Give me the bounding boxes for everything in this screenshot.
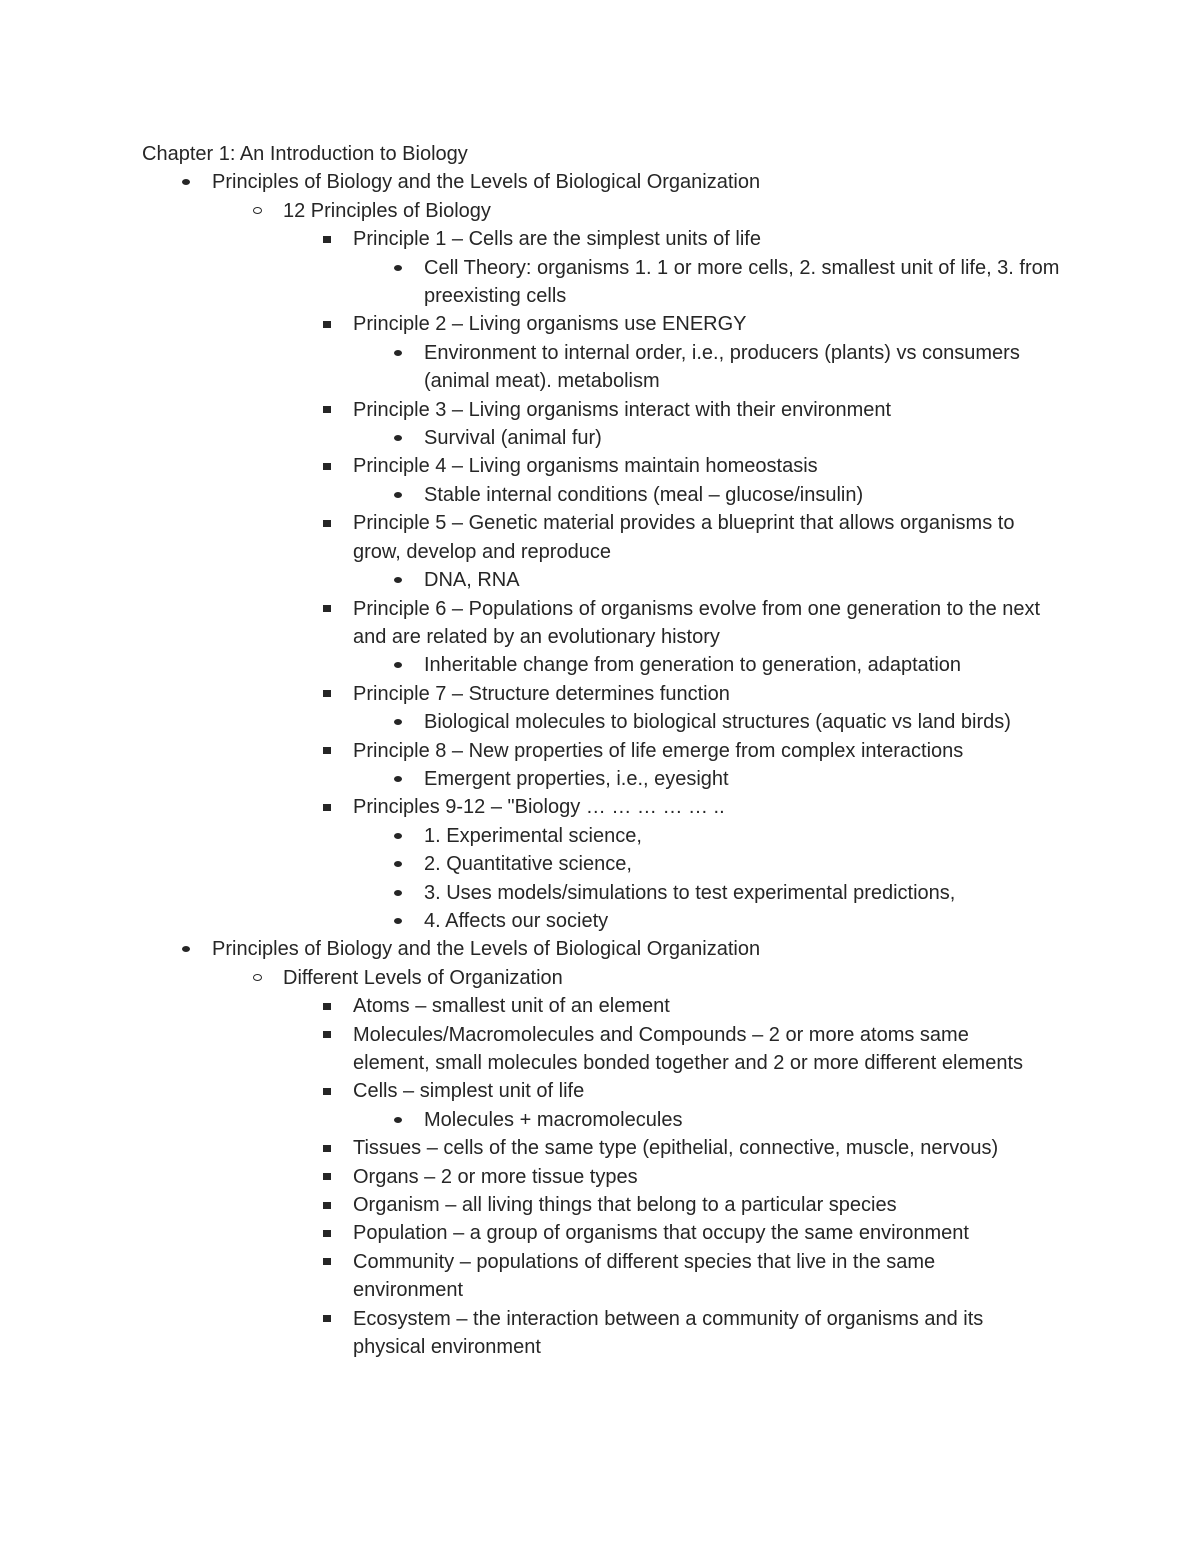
- outline-item: [353, 452, 1142, 509]
- square-bullet-icon: [317, 737, 337, 765]
- note-item: [424, 850, 1142, 878]
- disc-bullet-icon: [388, 765, 408, 793]
- note-text: Inheritable change from generation to generation, adaptation: [424, 654, 962, 677]
- square-bullet-icon: [317, 1305, 337, 1333]
- note-item: [424, 651, 1142, 679]
- square-bullet-icon: [317, 992, 337, 1020]
- subsection-list: [212, 964, 1142, 1362]
- note-text: Molecules + macromolecules: [424, 1108, 683, 1131]
- outline-item: [353, 595, 1142, 680]
- note-item: [424, 424, 1142, 452]
- outline-item: [353, 310, 1142, 395]
- note-list: [353, 651, 1142, 679]
- disc-bullet-icon: [388, 339, 408, 367]
- disc-bullet-icon: [176, 935, 196, 963]
- outline-list: [142, 168, 1142, 1361]
- item-text: Principle 1 – Cells are the simplest units of life: [353, 228, 761, 251]
- note-item: [424, 907, 1142, 935]
- note-text: 2. Quantitative science,: [424, 853, 632, 876]
- item-text: Organism – all living things that belong to a particular species: [353, 1194, 897, 1217]
- item-text: Molecules/Macromolecules and Compounds – 2 or more atoms same element, small molecules bonded together and 2 or more different elements: [353, 1023, 1024, 1074]
- outline-item: [353, 1021, 1142, 1078]
- outline-item: [353, 396, 1142, 453]
- item-list: [283, 992, 1142, 1361]
- outline-item: [353, 1248, 1142, 1305]
- section-label: Principles of Biology and the Levels of Biological Organization: [212, 938, 761, 961]
- outline-item: [353, 1219, 1142, 1247]
- disc-bullet-icon: [388, 566, 408, 594]
- subsection-list: [212, 197, 1142, 936]
- section-item: [212, 935, 1142, 1361]
- square-bullet-icon: [317, 310, 337, 338]
- item-text: Tissues – cells of the same type (epithelial, connective, muscle, nervous): [353, 1137, 999, 1160]
- note-text: Environment to internal order, i.e., producers (plants) vs consumers (animal meat). metabolism: [424, 341, 1020, 393]
- square-bullet-icon: [317, 1021, 337, 1049]
- note-text: 3. Uses models/simulations to test experimental predictions,: [424, 881, 956, 904]
- section-item: [212, 168, 1142, 935]
- circle-bullet-icon: [247, 197, 267, 225]
- item-text: Principle 6 – Populations of organisms evolve from one generation to the next and are related by an evolutionary history: [353, 597, 1041, 648]
- square-bullet-icon: [317, 1191, 337, 1219]
- note-list: [353, 1106, 1142, 1134]
- outline-item: [353, 793, 1142, 935]
- square-bullet-icon: [317, 1248, 337, 1276]
- disc-bullet-icon: [176, 168, 196, 196]
- note-item: [424, 708, 1142, 736]
- disc-bullet-icon: [388, 1106, 408, 1134]
- note-list: [353, 822, 1142, 936]
- item-text: Cells – simplest unit of life: [353, 1080, 585, 1103]
- square-bullet-icon: [317, 396, 337, 424]
- square-bullet-icon: [317, 509, 337, 537]
- note-item: [424, 879, 1142, 907]
- item-text: Population – a group of organisms that occupy the same environment: [353, 1222, 969, 1245]
- note-list: [353, 254, 1142, 311]
- disc-bullet-icon: [388, 907, 408, 935]
- disc-bullet-icon: [388, 424, 408, 452]
- note-list: [353, 765, 1142, 793]
- disc-bullet-icon: [388, 651, 408, 679]
- disc-bullet-icon: [388, 254, 408, 282]
- note-item: [424, 822, 1142, 850]
- item-text: Ecosystem – the interaction between a community of organisms and its physical environment: [353, 1307, 984, 1359]
- square-bullet-icon: [317, 1134, 337, 1162]
- note-list: [353, 566, 1142, 594]
- note-list: [353, 708, 1142, 736]
- note-list: [353, 339, 1142, 396]
- note-list: [353, 424, 1142, 452]
- outline-item: [353, 1305, 1142, 1362]
- note-text: 4. Affects our society: [424, 909, 609, 932]
- subsection-label: Different Levels of Organization: [283, 966, 563, 989]
- subsection-item: [283, 964, 1142, 1362]
- chapter-title: Chapter 1: An Introduction to Biology: [142, 143, 468, 165]
- square-bullet-icon: [317, 680, 337, 708]
- item-list: [283, 225, 1142, 935]
- outline-item: [353, 1163, 1142, 1191]
- section-label: Principles of Biology and the Levels of Biological Organization: [212, 171, 761, 194]
- note-item: [424, 481, 1142, 509]
- subsection-item: [283, 197, 1142, 936]
- note-text: Biological molecules to biological structures (aquatic vs land birds): [424, 711, 1011, 734]
- outline-item: [353, 1134, 1142, 1162]
- circle-bullet-icon: [247, 964, 267, 992]
- disc-bullet-icon: [388, 850, 408, 878]
- square-bullet-icon: [317, 595, 337, 623]
- note-list: [353, 481, 1142, 509]
- item-text: Principle 2 – Living organisms use ENERGY: [353, 313, 747, 336]
- item-text: Principle 7 – Structure determines function: [353, 682, 730, 705]
- note-item: [424, 1106, 1142, 1134]
- square-bullet-icon: [317, 1219, 337, 1247]
- item-text: Community – populations of different species that live in the same environment: [353, 1250, 936, 1302]
- disc-bullet-icon: [388, 822, 408, 850]
- note-text: Cell Theory: organisms 1. 1 or more cells, 2. smallest unit of life, 3. from preexisting cells: [424, 256, 1060, 308]
- outline-item: [353, 680, 1142, 737]
- note-text: DNA, RNA: [424, 569, 520, 592]
- disc-bullet-icon: [388, 879, 408, 907]
- item-text: Principle 5 – Genetic material provides a blueprint that allows organisms to grow, develop and reproduce: [353, 512, 1015, 563]
- note-text: Survival (animal fur): [424, 427, 602, 450]
- outline-item: [353, 509, 1142, 594]
- outline-item: [353, 992, 1142, 1020]
- note-text: Stable internal conditions (meal – glucose/insulin): [424, 483, 864, 506]
- outline-item: [353, 1077, 1142, 1134]
- outline-item: [353, 737, 1142, 794]
- disc-bullet-icon: [388, 708, 408, 736]
- outline-item: [353, 225, 1142, 310]
- document-body: [142, 140, 1142, 1361]
- item-text: Principle 3 – Living organisms interact with their environment: [353, 398, 892, 421]
- item-text: Principle 4 – Living organisms maintain homeostasis: [353, 455, 818, 478]
- note-item: [424, 254, 1142, 311]
- square-bullet-icon: [317, 793, 337, 821]
- outline-item: [353, 1191, 1142, 1219]
- item-text: Principle 8 – New properties of life emerge from complex interactions: [353, 739, 964, 762]
- disc-bullet-icon: [388, 481, 408, 509]
- note-text: Emergent properties, i.e., eyesight: [424, 767, 729, 790]
- square-bullet-icon: [317, 452, 337, 480]
- item-text: Principles 9-12 – "Biology … … … … … ..: [353, 796, 725, 819]
- note-text: 1. Experimental science,: [424, 824, 642, 847]
- square-bullet-icon: [317, 1077, 337, 1105]
- note-item: [424, 765, 1142, 793]
- subsection-label: 12 Principles of Biology: [283, 199, 491, 222]
- item-text: Organs – 2 or more tissue types: [353, 1165, 638, 1188]
- note-item: [424, 339, 1142, 396]
- square-bullet-icon: [317, 225, 337, 253]
- item-text: Atoms – smallest unit of an element: [353, 995, 670, 1018]
- note-item: [424, 566, 1142, 594]
- square-bullet-icon: [317, 1163, 337, 1191]
